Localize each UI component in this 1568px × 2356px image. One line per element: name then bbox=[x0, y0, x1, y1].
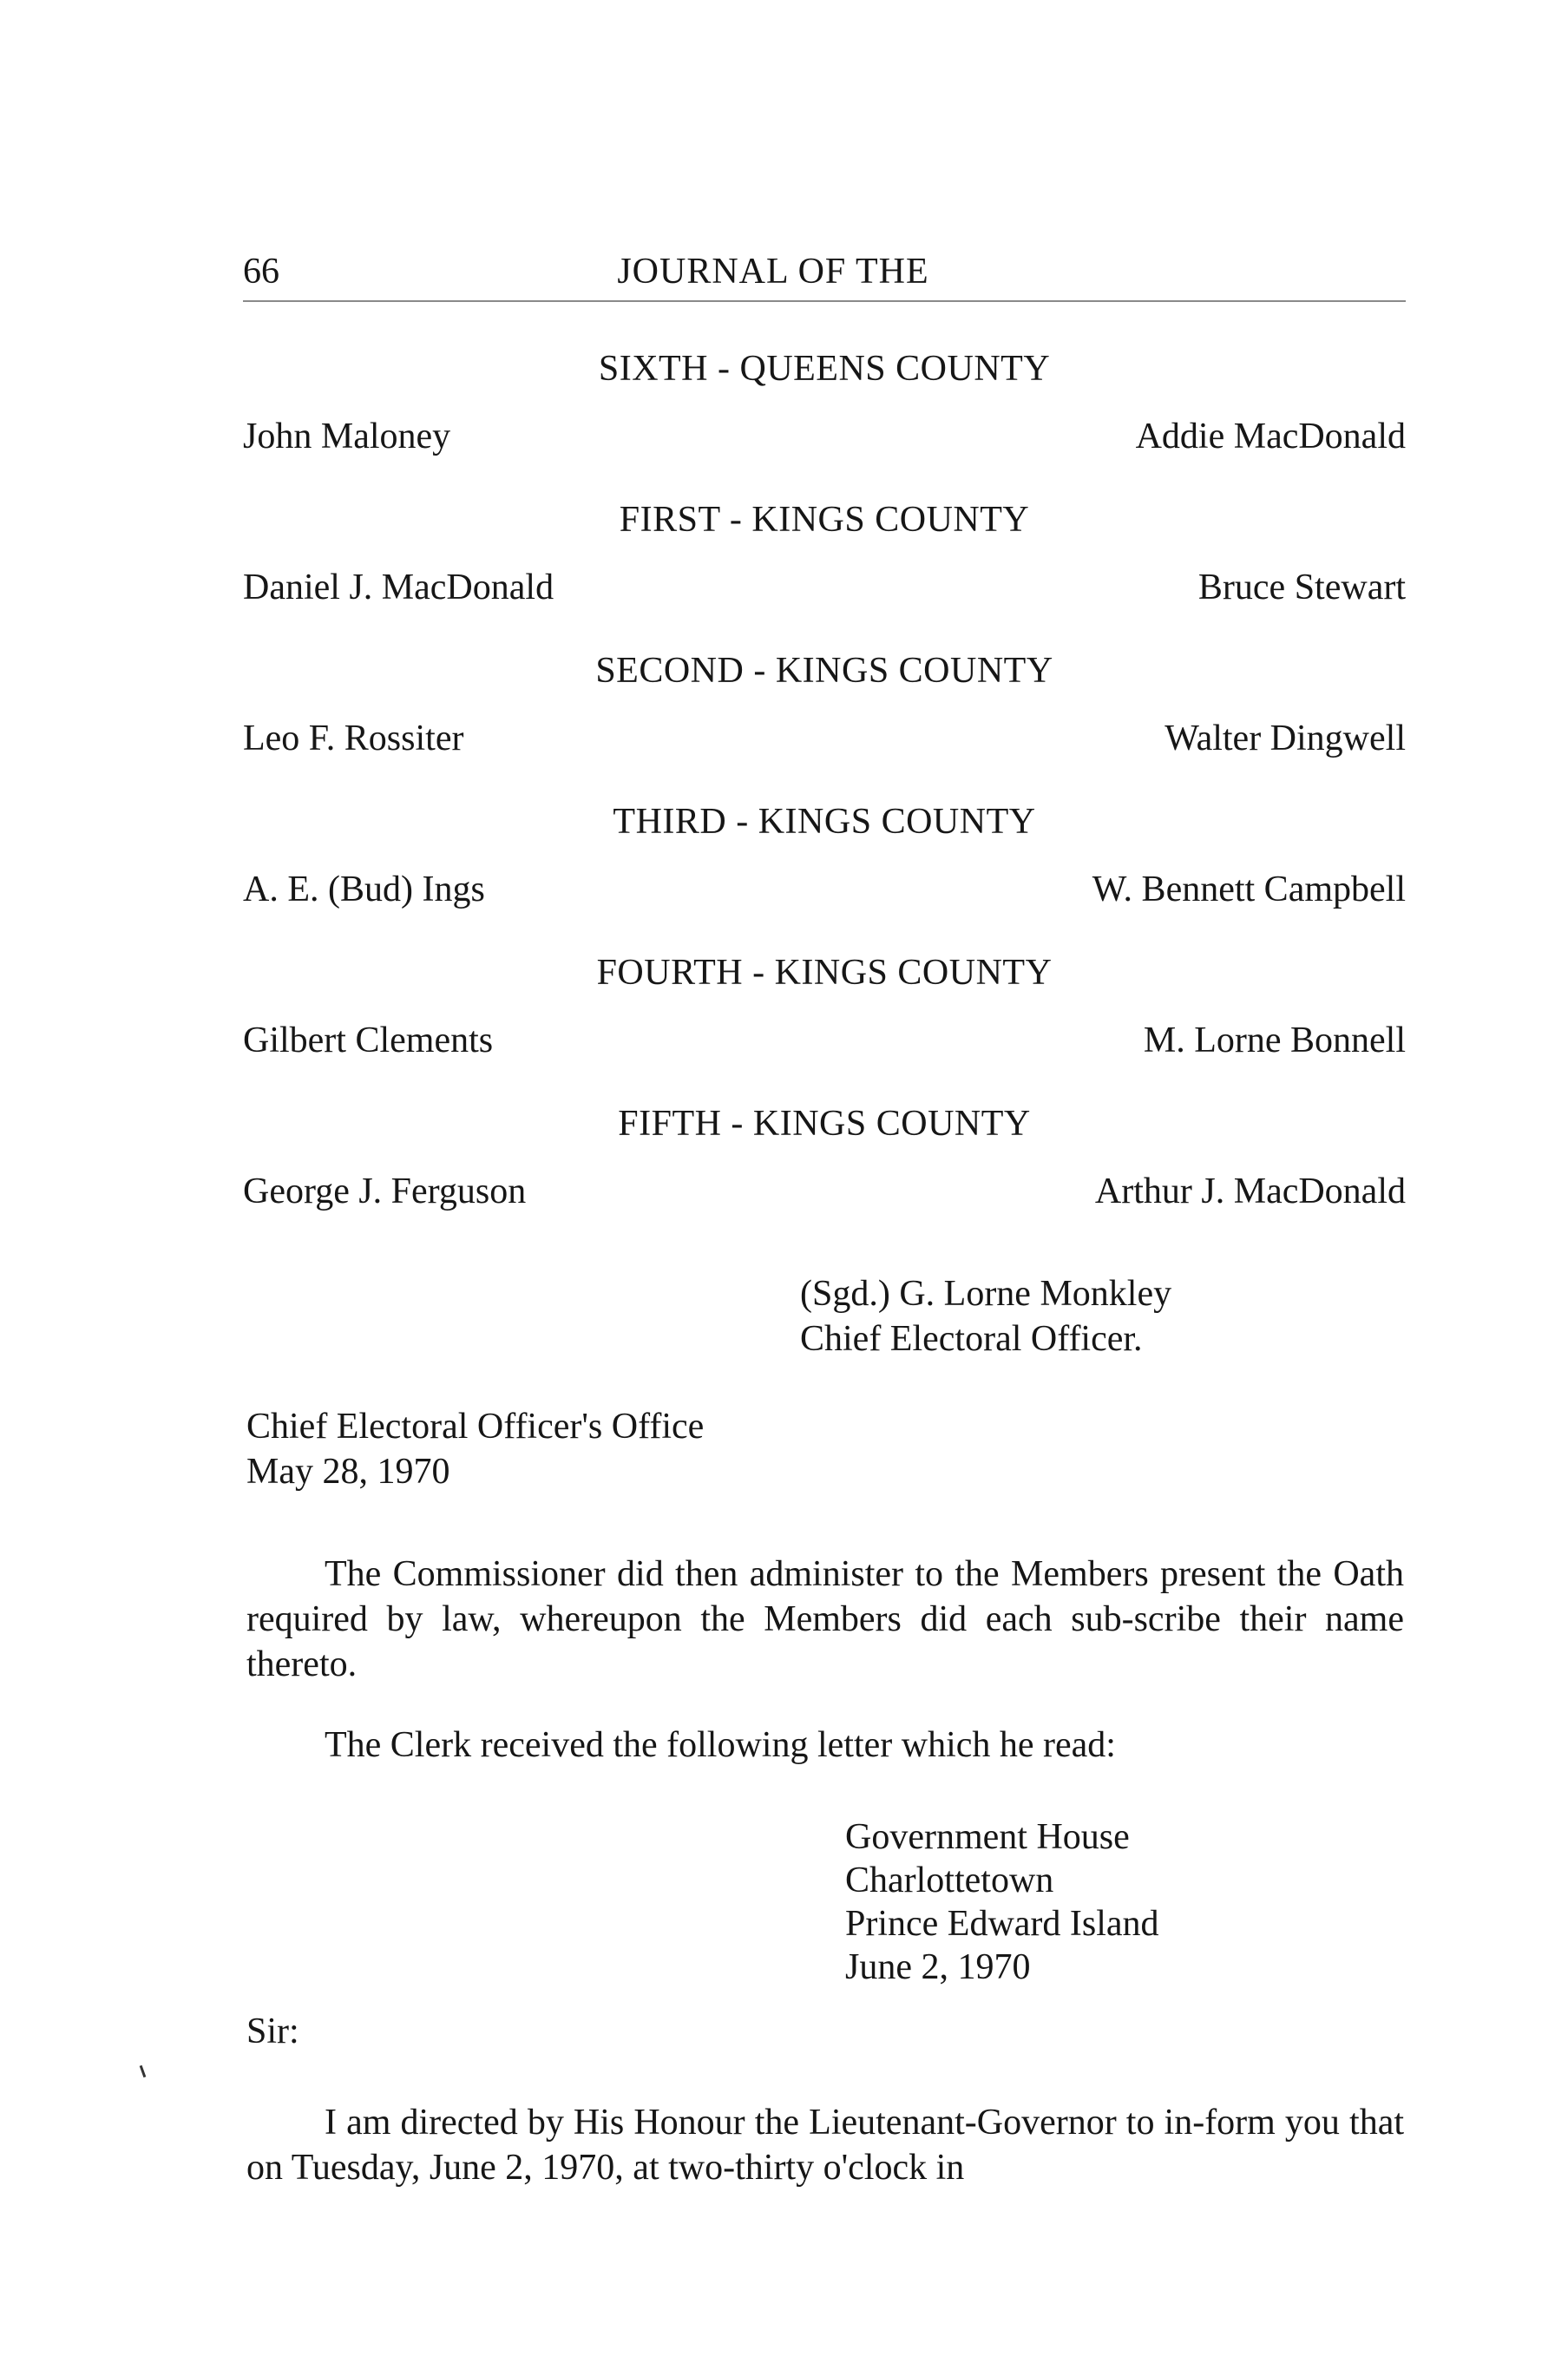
page-header bbox=[243, 250, 1406, 302]
letter-intro-paragraph bbox=[246, 1723, 1404, 1768]
member-left: Leo F. Rossiter bbox=[243, 719, 464, 758]
member-left: John Maloney bbox=[243, 417, 451, 456]
member-right: W. Bennett Campbell bbox=[1092, 870, 1406, 909]
oath-paragraph bbox=[246, 1552, 1404, 1687]
address-date: June 2, 1970 bbox=[845, 1947, 1031, 1987]
office-name: Chief Electoral Officer's Office bbox=[246, 1407, 705, 1447]
district-second-kings bbox=[243, 649, 1406, 788]
letter-address bbox=[845, 1815, 1159, 1989]
member-right: M. Lorne Bonnell bbox=[1143, 1020, 1406, 1060]
office-block bbox=[246, 1404, 704, 1494]
letter-body-paragraph bbox=[246, 2100, 1404, 2190]
letter-body-text: I am directed by His Honour the Lieutenant-Governor to in-form you that on Tuesday, June 2, 1970, at two-thirty o'clock in bbox=[246, 2103, 1404, 2188]
district-title: THIRD - KINGS COUNTY bbox=[613, 802, 1036, 842]
district-title: SECOND - KINGS COUNTY bbox=[595, 651, 1053, 691]
district-fourth-kings bbox=[243, 951, 1406, 1090]
district-fifth-kings bbox=[243, 1102, 1406, 1241]
running-head: JOURNAL OF THE bbox=[617, 252, 929, 292]
page-number: 66 bbox=[243, 252, 279, 292]
member-left: George J. Ferguson bbox=[243, 1171, 527, 1211]
address-line-1: Government House bbox=[845, 1817, 1130, 1857]
district-title: FIRST - KINGS COUNTY bbox=[619, 500, 1030, 540]
signature-name: (Sgd.) G. Lorne Monkley bbox=[800, 1274, 1172, 1314]
member-left: Daniel J. MacDonald bbox=[243, 568, 554, 607]
office-date: May 28, 1970 bbox=[246, 1452, 450, 1492]
signature-role: Chief Electoral Officer. bbox=[800, 1319, 1143, 1359]
district-title: FOURTH - KINGS COUNTY bbox=[596, 953, 1053, 993]
member-left: Gilbert Clements bbox=[243, 1020, 494, 1060]
oath-text: The Commissioner did then administer to the Members present the Oath required by law, whereupon the Members did each sub-scribe their name thereto. bbox=[246, 1554, 1404, 1684]
member-right: Addie MacDonald bbox=[1135, 417, 1406, 456]
signature-block bbox=[800, 1271, 1171, 1362]
district-sixth-queens bbox=[243, 347, 1406, 486]
district-title: SIXTH - QUEENS COUNTY bbox=[598, 349, 1051, 389]
member-left: A. E. (Bud) Ings bbox=[243, 870, 485, 909]
address-line-2: Charlottetown bbox=[845, 1861, 1054, 1900]
district-title: FIFTH - KINGS COUNTY bbox=[618, 1104, 1031, 1144]
member-right: Walter Dingwell bbox=[1165, 719, 1406, 758]
member-right: Bruce Stewart bbox=[1197, 568, 1406, 607]
stray-mark bbox=[140, 2065, 147, 2077]
letter-salutation: Sir: bbox=[246, 2011, 299, 2051]
district-third-kings bbox=[243, 800, 1406, 939]
address-line-3: Prince Edward Island bbox=[845, 1904, 1159, 1944]
district-first-kings bbox=[243, 498, 1406, 637]
member-right: Arthur J. MacDonald bbox=[1094, 1171, 1406, 1211]
letter-intro-text: The Clerk received the following letter which he read: bbox=[325, 1725, 1116, 1765]
